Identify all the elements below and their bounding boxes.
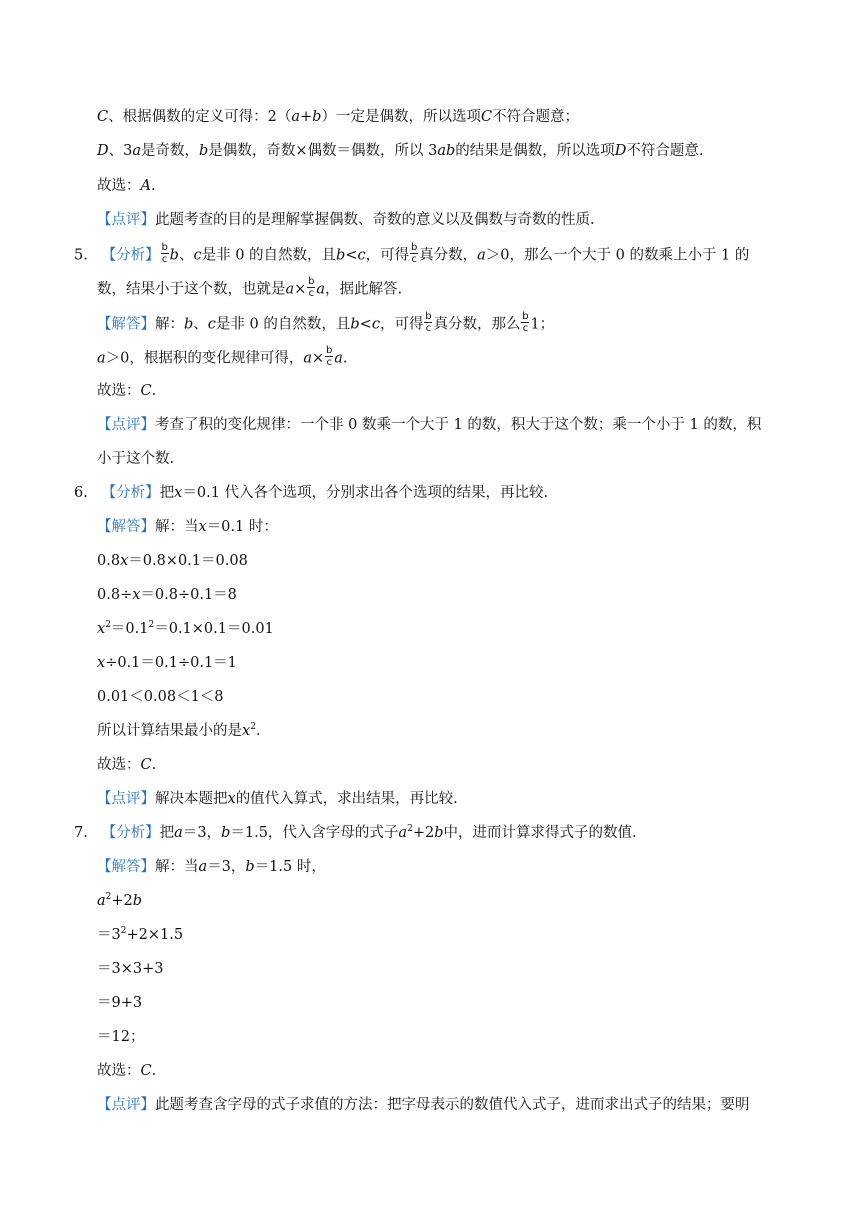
var-a: a <box>291 109 300 125</box>
text-seg: 故选： <box>97 178 141 194</box>
analysis-tag: 【分析】 <box>101 247 160 264</box>
comment-line-q6: 【点评】解决本题把x的值代入算式，求出结果，再比较. <box>97 791 458 807</box>
comment-line-q5: 【点评】考查了积的变化规律：一个非 0 数乘一个大于 1 的数，积大于这个数；乘一个小于 1 的数，积 <box>97 417 762 433</box>
var-c: C <box>480 109 493 125</box>
answer-letter: A <box>140 178 151 194</box>
text-seg: 不符合题意； <box>492 109 580 125</box>
var-a: a <box>132 143 142 159</box>
solution-tag: 【解答】 <box>97 519 155 535</box>
comment-line-q7: 【点评】此题考查含字母的式子求值的方法：把字母表示的数值代入式子，进而求出式子的结果；要明 <box>97 1097 750 1113</box>
equation-line: $a^2+2b$ <box>97 892 143 909</box>
var-b: b <box>312 109 322 125</box>
analysis-tag: 【分析】 <box>101 485 160 501</box>
comment-line-q4 <box>97 210 595 230</box>
comment-line-q5-cont: 小于这个数. <box>97 451 175 467</box>
answer-letter: C <box>140 1063 152 1079</box>
var-b: b <box>336 247 346 264</box>
equation-line: 0.8x＝0.8×0.1＝0.08 <box>97 553 248 569</box>
text-seg: 、根据偶数的定义可得：2（ <box>108 109 292 125</box>
fraction-b-over-c: $\frac{b}{c}$ <box>410 242 418 265</box>
answer-line-q4 <box>97 176 156 196</box>
text-seg: + <box>300 109 313 125</box>
var-c: c <box>193 247 202 264</box>
var-ab: ab <box>437 143 456 159</box>
var-a: a <box>477 247 486 264</box>
var-c: c <box>357 247 366 264</box>
answer-letter: C <box>140 383 152 399</box>
var-b: b <box>199 143 209 159</box>
fraction-b-over-c: $\frac{b}{c}$ <box>161 242 168 265</box>
text-seg: 、3 <box>108 143 133 159</box>
question-number: 7. <box>74 825 88 841</box>
var-d: D <box>614 143 627 159</box>
fraction-b-over-c: $\frac{b}{c}$ <box>308 276 315 299</box>
result-line: 所以计算结果最小的是$x^2$. <box>97 722 261 739</box>
text-seg: . <box>150 178 156 194</box>
comment-tag: 【点评】 <box>97 1097 155 1113</box>
text-seg: 此题考查的目的是理解掌握偶数、奇数的意义以及偶数与奇数的性质. <box>155 212 595 228</box>
answer-line-q7: 故选：C. <box>97 1063 157 1079</box>
question-number: 6. <box>74 485 88 501</box>
var-a: a <box>316 281 325 298</box>
question-number: 5. <box>74 247 88 264</box>
answer-line-q6: 故选：C. <box>97 757 157 773</box>
comment-tag: 【点评】 <box>97 417 155 433</box>
text-line-option-c <box>97 107 579 127</box>
question-6-analysis: 6. 【分析】把x＝0.1 代入各个选项，分别求出各个选项的结果，再比较. <box>74 485 549 501</box>
var-d: D <box>97 143 109 159</box>
equation-line: ＝9+3 <box>97 995 143 1011</box>
question-5-solution-cont: a＞0，根据积的变化规律可得，a× $\frac{b}{c}$ a. <box>97 345 348 368</box>
answer-letter: C <box>140 757 152 773</box>
text-seg: 不符合题意. <box>626 143 704 159</box>
fraction-b-over-c: $\frac{b}{c}$ <box>326 345 333 368</box>
text-seg: ）一定是偶数，所以选项 <box>321 109 481 125</box>
equation-line: ＝12； <box>97 1029 145 1045</box>
comment-tag: 【点评】 <box>97 791 155 807</box>
fraction-b-over-c: $\frac{b}{c}$ <box>522 311 529 334</box>
text-seg: 是奇数， <box>141 143 200 159</box>
question-7-solution: 【解答】解：当a＝3，b＝1.5 时， <box>97 859 326 875</box>
analysis-tag: 【分析】 <box>101 825 160 841</box>
text-line-option-d <box>97 141 704 161</box>
question-5-solution: 【解答】解：b、c是非 0 的自然数，且b<c，可得 $\frac{b}{c}$ 真分数，那么 $\frac{b}{c}$ 1； <box>97 311 555 334</box>
equation-line: $=3^2+2\times 1.5$ <box>97 926 184 943</box>
solution-tag: 【解答】 <box>97 859 155 875</box>
question-6-solution: 【解答】解：当x＝0.1 时： <box>97 519 278 535</box>
var-b: b <box>169 247 179 264</box>
question-5-analysis: 5. 【分析】 $\frac{b}{c}$ b、c是非 0 的自然数，且b<c，可得 $\frac{b}{c}$ 真分数，a＞0，那么一个大于 0 的数乘上小于 1 的 <box>74 242 750 265</box>
var-a: a <box>285 281 295 298</box>
equation-line: ＝3×3+3 <box>97 961 164 977</box>
var-c: C <box>97 109 109 125</box>
equation-line: $x^2=0.1^2=0.1\times 0.1=0.01$ <box>97 620 274 637</box>
fraction-b-over-c: $\frac{b}{c}$ <box>425 311 432 334</box>
equation-line: 0.8÷x＝0.8÷0.1＝8 <box>97 587 237 603</box>
equation-line: 0.01＜0.08＜1＜8 <box>97 689 224 705</box>
equation-line: x÷0.1＝0.1÷0.1＝1 <box>97 655 237 671</box>
answer-line-q5: 故选：C. <box>97 383 157 399</box>
question-7-analysis: 7. 【分析】把a＝3，b＝1.5，代入含字母的式子$a^2+2b$中，进而计算求得式子的数值. <box>74 824 637 841</box>
text-seg: 是偶数，奇数×偶数＝偶数，所以 3 <box>208 143 438 159</box>
question-5-analysis-cont: 数，结果小于这个数，也就是a× $\frac{b}{c}$ a，据此解答. <box>97 276 403 299</box>
comment-tag: 【点评】 <box>97 212 155 228</box>
text-seg: 的结果是偶数，所以选项 <box>455 143 615 159</box>
solution-tag: 【解答】 <box>97 316 155 333</box>
